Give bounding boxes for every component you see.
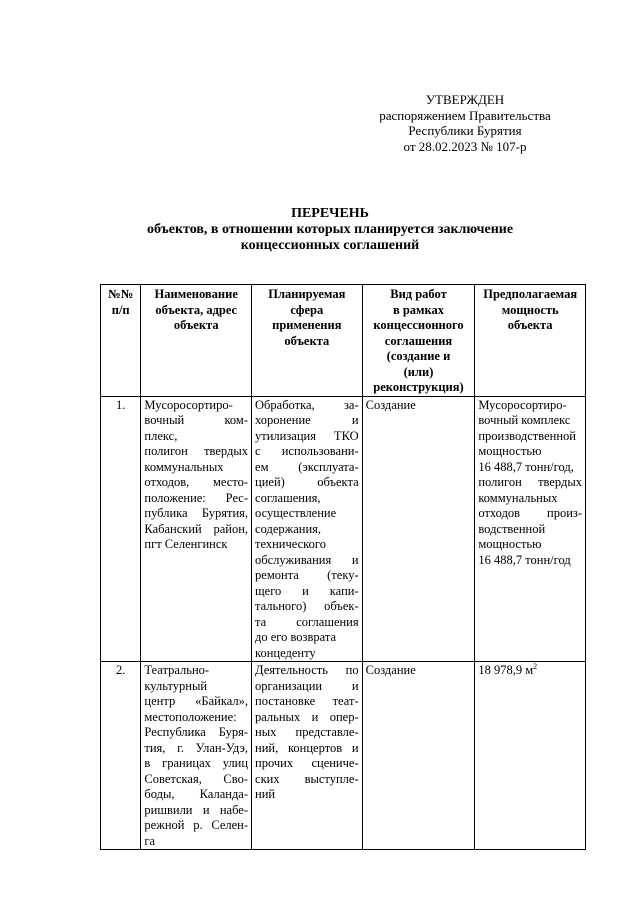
cell-line: Кабанский район,	[144, 521, 249, 536]
row-number: 2.	[101, 662, 141, 850]
cell-line: ремонта (теку-	[255, 568, 359, 582]
cell-line: Мусоросортиро-	[478, 397, 567, 412]
cell-line: до его возврата	[255, 630, 337, 644]
cell-line: местоположение:	[144, 709, 237, 724]
object-name-cell	[141, 396, 252, 662]
capacity-cell	[475, 396, 586, 662]
header-text: в рамках	[392, 302, 445, 317]
cell-line: Советская, Сво-	[144, 771, 249, 786]
cell-line: вочный ком-	[144, 413, 249, 427]
cell-line: центр «Байкал»,	[144, 694, 249, 708]
header-text: сфера	[290, 302, 324, 317]
header-use	[252, 285, 363, 397]
cell-line: технического	[255, 537, 326, 551]
header-text: мощность	[501, 302, 559, 317]
cell-line: вочный комплекс	[478, 413, 571, 427]
cell-line: с использовани-	[255, 444, 359, 458]
cell-line: ришвили и набе-	[144, 802, 249, 817]
header-work-type	[362, 285, 475, 397]
cell-line: тия, г. Улан-Удэ,	[144, 740, 249, 755]
cell-line: культурный	[144, 678, 208, 693]
table-header-row	[101, 285, 586, 397]
approval-line: Республики Бурятия	[408, 123, 522, 138]
cell-line: ем (эксплуата-	[255, 459, 359, 474]
cell-line: мощностью	[478, 444, 542, 458]
header-text: объекта, адрес	[155, 302, 238, 317]
cell-line: плекс,	[144, 428, 178, 443]
approval-line: распоряжением Правительства	[379, 107, 551, 123]
cell-line: постановке теат-	[255, 694, 359, 708]
cell-line: мощностью	[478, 537, 542, 551]
cell-line: полигон твердых	[478, 475, 582, 489]
table-row	[101, 396, 586, 662]
work-type-cell: Создание	[362, 662, 475, 850]
row-number: 1.	[101, 396, 141, 662]
header-text: концессионного	[373, 318, 464, 332]
cell-line: та соглашения	[255, 614, 359, 629]
header-text: соглашения	[384, 333, 453, 348]
cell-line: ний	[255, 787, 276, 801]
cell-line: ний, концертов и	[255, 740, 359, 755]
object-name-cell	[141, 662, 252, 850]
header-text: объекта	[173, 318, 219, 332]
capacity-value: 18 978,9 м	[478, 663, 534, 677]
capacity-unit-exponent: 2	[533, 661, 538, 671]
cell-line: пгт Селенгинск	[144, 537, 228, 551]
header-text: №№	[108, 287, 134, 301]
cell-line: отходов произ-	[478, 506, 582, 520]
header-text: Наименование	[154, 287, 238, 301]
approval-stamp	[360, 92, 570, 154]
application-area-cell	[252, 396, 363, 662]
header-text: (или)	[403, 364, 434, 379]
work-type-cell: Создание	[362, 396, 475, 662]
cell-line: водственной	[478, 521, 546, 536]
cell-line: тального) объек-	[255, 599, 359, 613]
cell-line: утилизация ТКО	[255, 428, 359, 443]
header-text: реконструкция)	[373, 380, 464, 394]
cell-line: цией) объекта	[255, 475, 359, 489]
header-name	[141, 285, 252, 397]
cell-line: соглашения,	[255, 490, 321, 505]
cell-line: коммунальных	[478, 490, 558, 505]
capacity-cell	[475, 662, 586, 850]
title-heading: ПЕРЕЧЕНЬ	[291, 206, 369, 221]
cell-line: публика Бурятия,	[144, 506, 249, 520]
cell-line: Мусоросортиро-	[144, 397, 233, 412]
objects-table	[100, 284, 586, 850]
cell-line: Театрально-	[144, 663, 210, 677]
cell-line: концеденту	[255, 645, 316, 660]
cell-line: положение: Рес-	[144, 490, 249, 505]
cell-line: в границах улиц	[144, 756, 249, 770]
header-number	[101, 285, 141, 397]
cell-line: осуществление	[255, 506, 337, 520]
cell-line: 16 488,7 тонн/год,	[478, 459, 574, 474]
cell-line: организации и	[255, 678, 359, 693]
header-text: Предполагаемая	[483, 287, 578, 301]
document-title	[80, 206, 580, 254]
cell-line: щего и капи-	[255, 583, 359, 598]
header-capacity	[475, 285, 586, 397]
title-subtitle: объектов, в отношении которых планируется заключение	[146, 222, 514, 237]
cell-line: обслуживания и	[255, 552, 359, 567]
cell-line: коммунальных	[144, 459, 224, 474]
approval-line: УТВЕРЖДЕН	[425, 92, 505, 107]
cell-line: Республика Буря-	[144, 725, 249, 739]
cell-line: режной р. Селен-	[144, 818, 249, 832]
title-subtitle: концессионных соглашений	[240, 238, 420, 253]
cell-line: прочих сцениче-	[255, 756, 359, 770]
cell-line: отходов, место-	[144, 475, 249, 489]
header-text: объекта	[284, 333, 330, 348]
table-row	[101, 662, 586, 850]
header-text: применения	[272, 318, 342, 332]
header-text: Вид работ	[390, 287, 447, 301]
cell-line: ских выступле-	[255, 771, 359, 786]
cell-line: ральных и опер-	[255, 709, 359, 724]
approval-line: от 28.02.2023 № 107-р	[403, 138, 527, 154]
application-area-cell	[252, 662, 363, 850]
cell-line: Деятельность по	[255, 663, 359, 677]
header-text: Планируемая	[268, 287, 346, 301]
cell-line: содержания,	[255, 521, 322, 536]
cell-line: производственной	[478, 428, 576, 443]
header-text: п/п	[111, 302, 130, 317]
cell-line: ных представле-	[255, 725, 359, 739]
cell-line: Обработка, за-	[255, 397, 359, 412]
cell-line: 16 488,7 тонн/год	[478, 552, 571, 567]
header-text: объекта	[507, 318, 553, 332]
cell-line: га	[144, 833, 156, 848]
header-text: (создание и	[386, 349, 451, 363]
cell-line: полигон твердых	[144, 444, 249, 458]
cell-line: хоронение и	[255, 413, 359, 427]
cell-line: боды, Каланда-	[144, 787, 249, 801]
